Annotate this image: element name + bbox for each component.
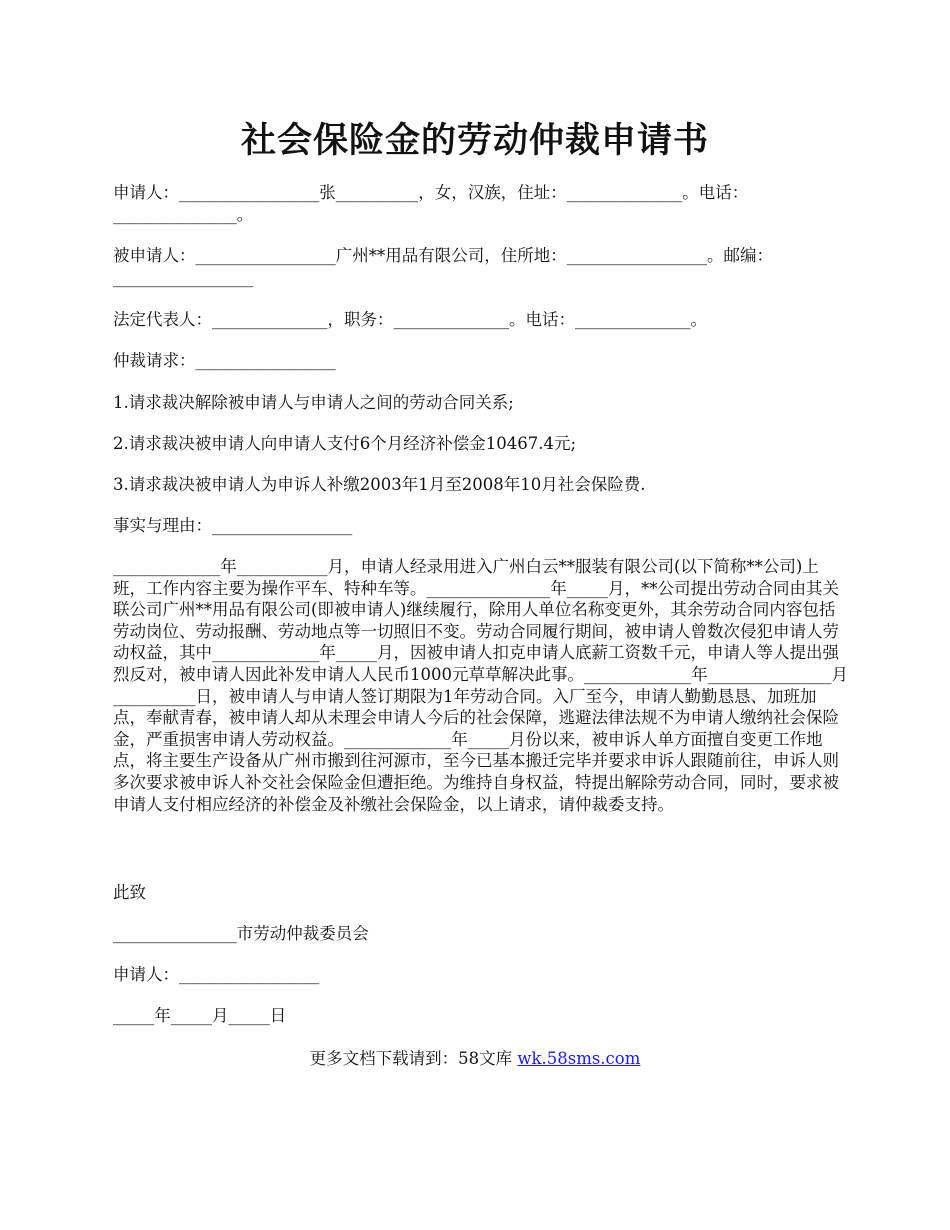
request-item-3: 3.请求裁决被申请人为申诉人补缴2003年1月至2008年10月社会保险费. (113, 475, 646, 494)
footer-link[interactable]: wk.58sms.com (517, 1049, 641, 1068)
document-title: 社会保险金的劳动仲裁申请书 (240, 120, 709, 161)
facts-label: 事实与理由：_________________ (113, 516, 353, 535)
request-item-2: 2.请求裁决被申请人向申请人支付6个月经济补偿金10467.4元; (113, 434, 577, 453)
date-line: _____年_____月_____日 (113, 1006, 287, 1025)
request-item-1: 1.请求裁决解除被申请人与申请人之间的劳动合同关系; (113, 393, 514, 412)
committee-line: _______________市劳动仲裁委员会 (113, 924, 369, 943)
footer-text: 更多文档下载请到：58文库 (309, 1049, 518, 1068)
footer (0, 1045, 950, 1069)
arbitration-request-label: 仲裁请求：_________________ (113, 351, 336, 370)
signature-line: 申请人：_________________ (113, 965, 320, 984)
closing-line: 此致 (113, 883, 146, 902)
applicant-line: 申请人：_________________张__________，女，汉族，住址：______________。电话：_______________。 (113, 183, 749, 224)
facts-body: _____________年___________月，申请人经录用进入广州白云**服装有限公司(以下简称**公司)上班，工作内容主要为操作平车、特种车等。_______________年_____月，**公司提出劳动合同由其关联公司广州**用品有限公司(即被申请人)继续履行，除用人单位名称变更外，其余劳动合同内容包括劳动岗位、劳动报酬、劳动地点等一切照旧不变。劳动合同履行期间，被申请人曾数次侵犯申请人劳动权益，其中_____________年_____月，因被申请人扣克申请人底薪工资数千元，申请人等人提出强烈反对，被申请人因此补发申请人人民币1000元草草解决此事。_____________年_______________月__________日，被申请人与申请人签订期限为1年劳动合同。入厂至今，申请人勤勤恳恳、加班加点，奉献青春，被申请人却从未理会申请人今后的社会保障，逃避法律法规不为申请人缴纳社会保险金，严重损害申请人劳动权益。_____________年_____月份以来，被申诉人单方面擅自变更工作地点，将主要生产设备从广州市搬到往河源市，至今已基本搬迁完毕并要求申诉人跟随前往，申诉人则多次要求被申诉人补交社会保险金但遭拒绝。为维持自身权益，特提出解除劳动合同，同时，要求被申请人支付相应经济的补偿金及补缴社会保险金，以上请求，请仲裁委支持。 (113, 557, 848, 814)
legal-rep-line: 法定代表人：______________，职务：______________。电话：______________。 (113, 310, 707, 329)
respondent-line: 被申请人：_________________广州**用品有限公司，住所地：_________________。邮编：_________________ (113, 246, 773, 287)
